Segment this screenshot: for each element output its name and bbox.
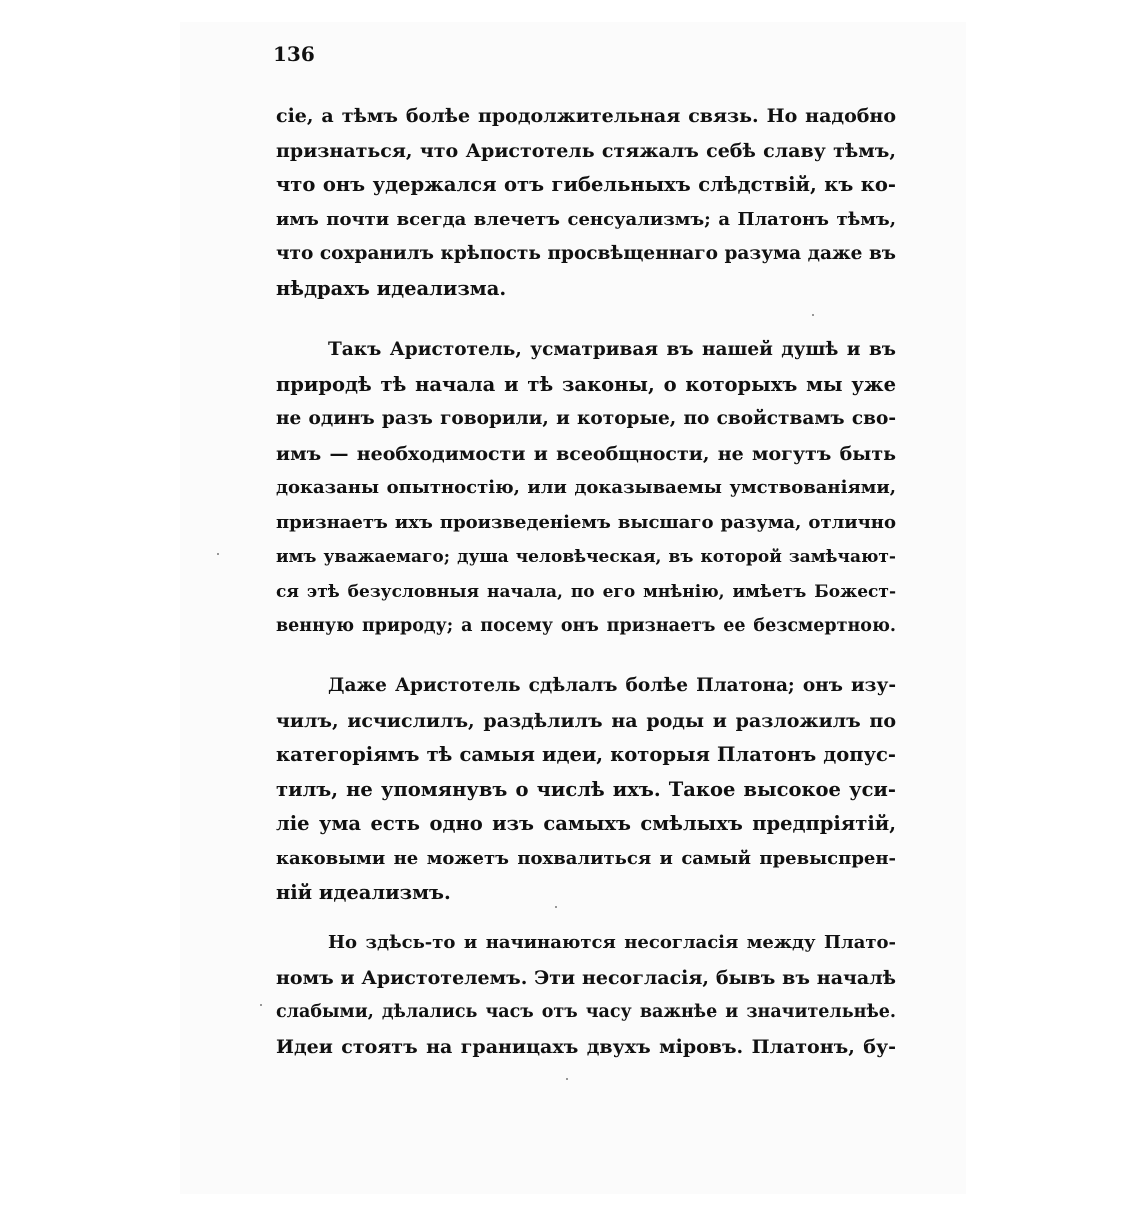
- text-line: Даже Аристотель сдѣлалъ болѣе Платона; онъ изу-: [328, 675, 896, 696]
- text-line: признаетъ ихъ произведеніемъ высшаго разума, отлично: [276, 511, 896, 533]
- text-line: имъ почти всегда влечетъ сенсуализмъ; а Платонъ тѣмъ,: [276, 208, 896, 230]
- scan-speck: [217, 553, 219, 555]
- scan-speck: [260, 1004, 262, 1006]
- scan-speck: [555, 906, 557, 908]
- text-line: чилъ, исчислилъ, раздѣлилъ на роды и разложилъ по: [276, 709, 896, 732]
- paragraph-3: [276, 669, 896, 911]
- paragraph-4: [276, 926, 896, 1064]
- text-line: имъ уважаемаго; душа человѣческая, въ которой замѣчают-: [276, 547, 896, 567]
- text-line: венную природу; а посему онъ признаетъ ее безсмертною.: [276, 616, 896, 636]
- text-line: слабыми, дѣлались часъ отъ часу важнѣе и значительнѣе.: [276, 1002, 896, 1022]
- text-line: ся этѣ безусловныя начала, по его мнѣнію, имѣетъ Божест-: [276, 581, 896, 602]
- text-line: номъ и Аристотелемъ. Эти несогласія, бывъ въ началѣ: [276, 966, 896, 989]
- text-line: признаться, что Аристотель стяжалъ себѣ славу тѣмъ,: [276, 139, 896, 162]
- text-line: природѣ тѣ начала и тѣ законы, о которыхъ мы уже: [276, 372, 896, 396]
- scan-speck: [566, 1078, 568, 1080]
- text-line: что онъ удержался отъ гибельныхъ слѣдствій, къ ко-: [276, 173, 896, 196]
- text-line: тилъ, не упомянувъ о числѣ ихъ. Такое высокое уси-: [276, 777, 896, 801]
- text-line: каковыми не можетъ похвалиться и самый превыспрен-: [276, 847, 896, 869]
- text-line: Идеи стоятъ на границахъ двухъ міровъ. Платонъ, бу-: [276, 1035, 896, 1058]
- text-line: категоріямъ тѣ самыя идеи, которыя Платонъ допус-: [276, 743, 896, 766]
- text-line: нѣдрахъ идеализма.: [276, 276, 507, 300]
- text-line: cie, а тѣмъ болѣе продолжительная связь. Но надобно: [276, 105, 896, 127]
- paragraph-2: [276, 333, 896, 644]
- text-line: доказаны опытностію, или доказываемы умствованіями,: [276, 477, 896, 498]
- scan-speck: [812, 314, 814, 316]
- text-line: ній идеализмъ.: [276, 881, 451, 904]
- text-line: Такъ Аристотель, усматривая въ нашей душѣ и въ: [328, 339, 896, 360]
- paragraph-1: [276, 99, 896, 306]
- text-line: что сохранилъ крѣпость просвѣщеннаго разума даже въ: [276, 243, 896, 264]
- text-line: имъ — необходимости и всеобщности, не могутъ быть: [276, 442, 896, 465]
- text-line: ліе ума есть одно изъ самыхъ смѣлыхъ предпріятій,: [276, 812, 896, 835]
- text-line: Но здѣсь-то и начинаются несогласія между Плато-: [328, 932, 896, 953]
- text-line: не одинъ разъ говорили, и которые, по свойствамъ сво-: [276, 408, 896, 429]
- page-number: 136: [273, 42, 315, 66]
